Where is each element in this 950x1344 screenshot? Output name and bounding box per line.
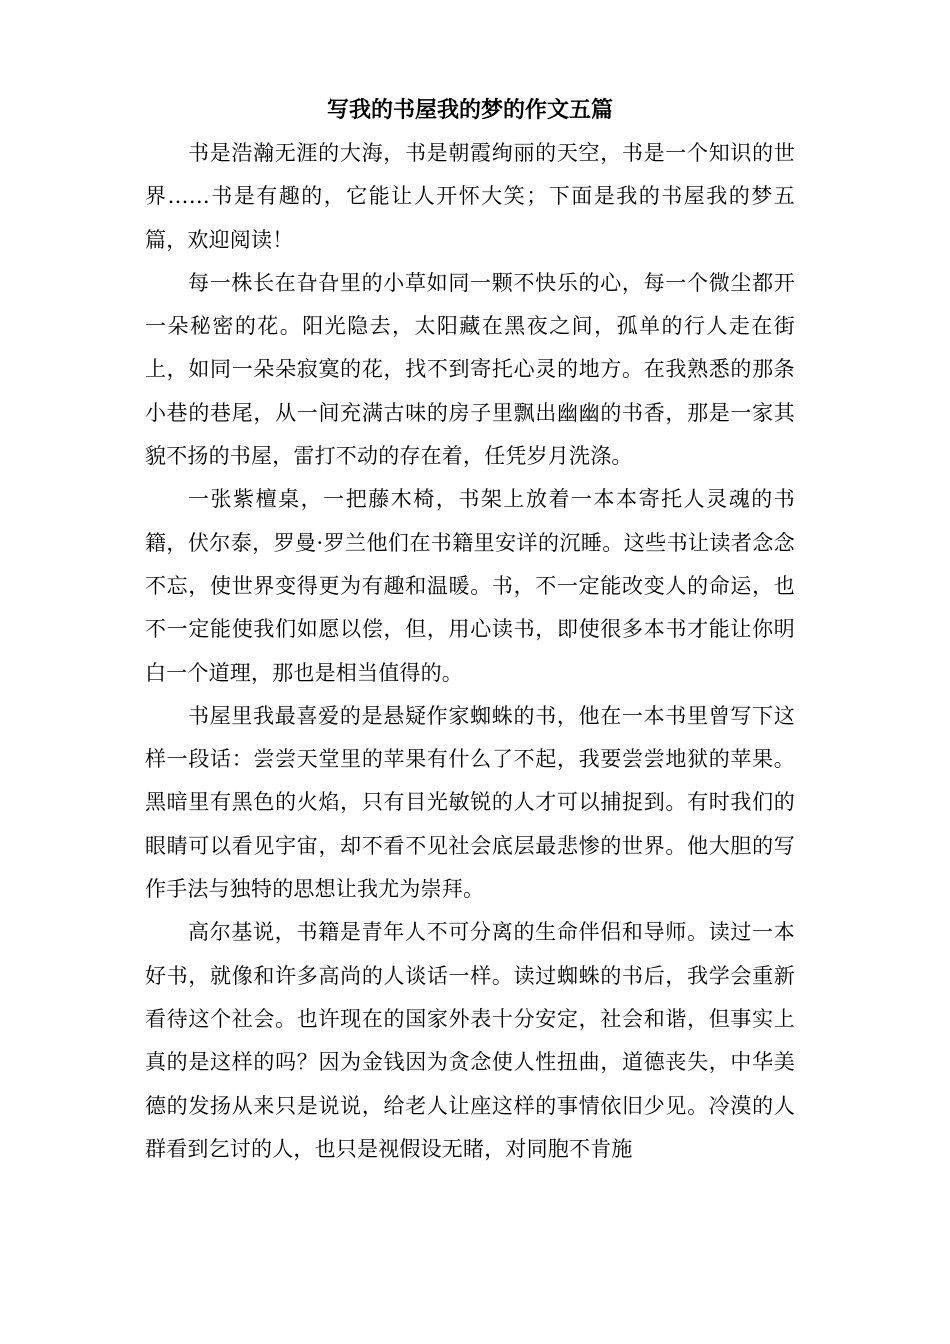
document-title: 写我的书屋我的梦的作文五篇 [326, 97, 613, 123]
paragraph-4: 书屋里我最喜爱的是悬疑作家蜘蛛的书，他在一本书里曾写下这样一段话：尝尝天堂里的苹果有什么了不起，我要尝尝地狱的苹果。黑暗里有黑色的火焰，只有目光敏锐的人才可以捕捉到。有时我们的眼睛可以看见宇宙，却不看不见社会底层最悲惨的世界。他大胆的写作手法与独特的思想让我尤为崇拜。 [145, 703, 795, 902]
paragraph-5: 高尔基说，书籍是青年人不可分离的生命伴侣和导师。读过一本好书，就像和许多高尚的人谈话一样。读过蜘蛛的书后，我学会重新看待这个社会。也许现在的国家外表十分安定，社会和谐，但事实上真的是这样的吗？因为金钱因为贪念使人性扭曲，道德丧失，中华美德的发扬从来只是说说，给老人让座这样的事情依旧少见。冷漠的人群看到乞讨的人，也只是视假设无睹，对同胞不肯施 [145, 920, 795, 1161]
paragraph-2: 每一株长在旮旮里的小草如同一颗不快乐的心，每一个微尘都开一朵秘密的花。阳光隐去，太阳藏在黑夜之间，孤单的行人走在街上，如同一朵朵寂寞的花，找不到寄托心灵的地方。在我熟悉的那条小巷的巷尾，从一间充满古味的房子里飘出幽幽的书香，那是一家其貌不扬的书屋，雷打不动的存在着，任凭岁月洗涤。 [145, 270, 795, 469]
document-body [145, 88, 795, 1171]
paragraph-1: 书是浩瀚无涯的大海，书是朝霞绚丽的天空，书是一个知识的世界……书是有趣的，它能让人开怀大笑；下面是我的书屋我的梦五篇，欢迎阅读！ [145, 141, 795, 252]
paragraph-3: 一张紫檀桌，一把藤木椅，书架上放着一本本寄托人灵魂的书籍，伏尔泰，罗曼·罗兰他们在书籍里安详的沉睡。这些书让读者念念不忘，使世界变得更为有趣和温暖。书，不一定能改变人的命运，也不一定能使我们如愿以偿，但，用心读书，即使很多本书才能让你明白一个道理，那也是相当值得的。 [145, 487, 795, 685]
